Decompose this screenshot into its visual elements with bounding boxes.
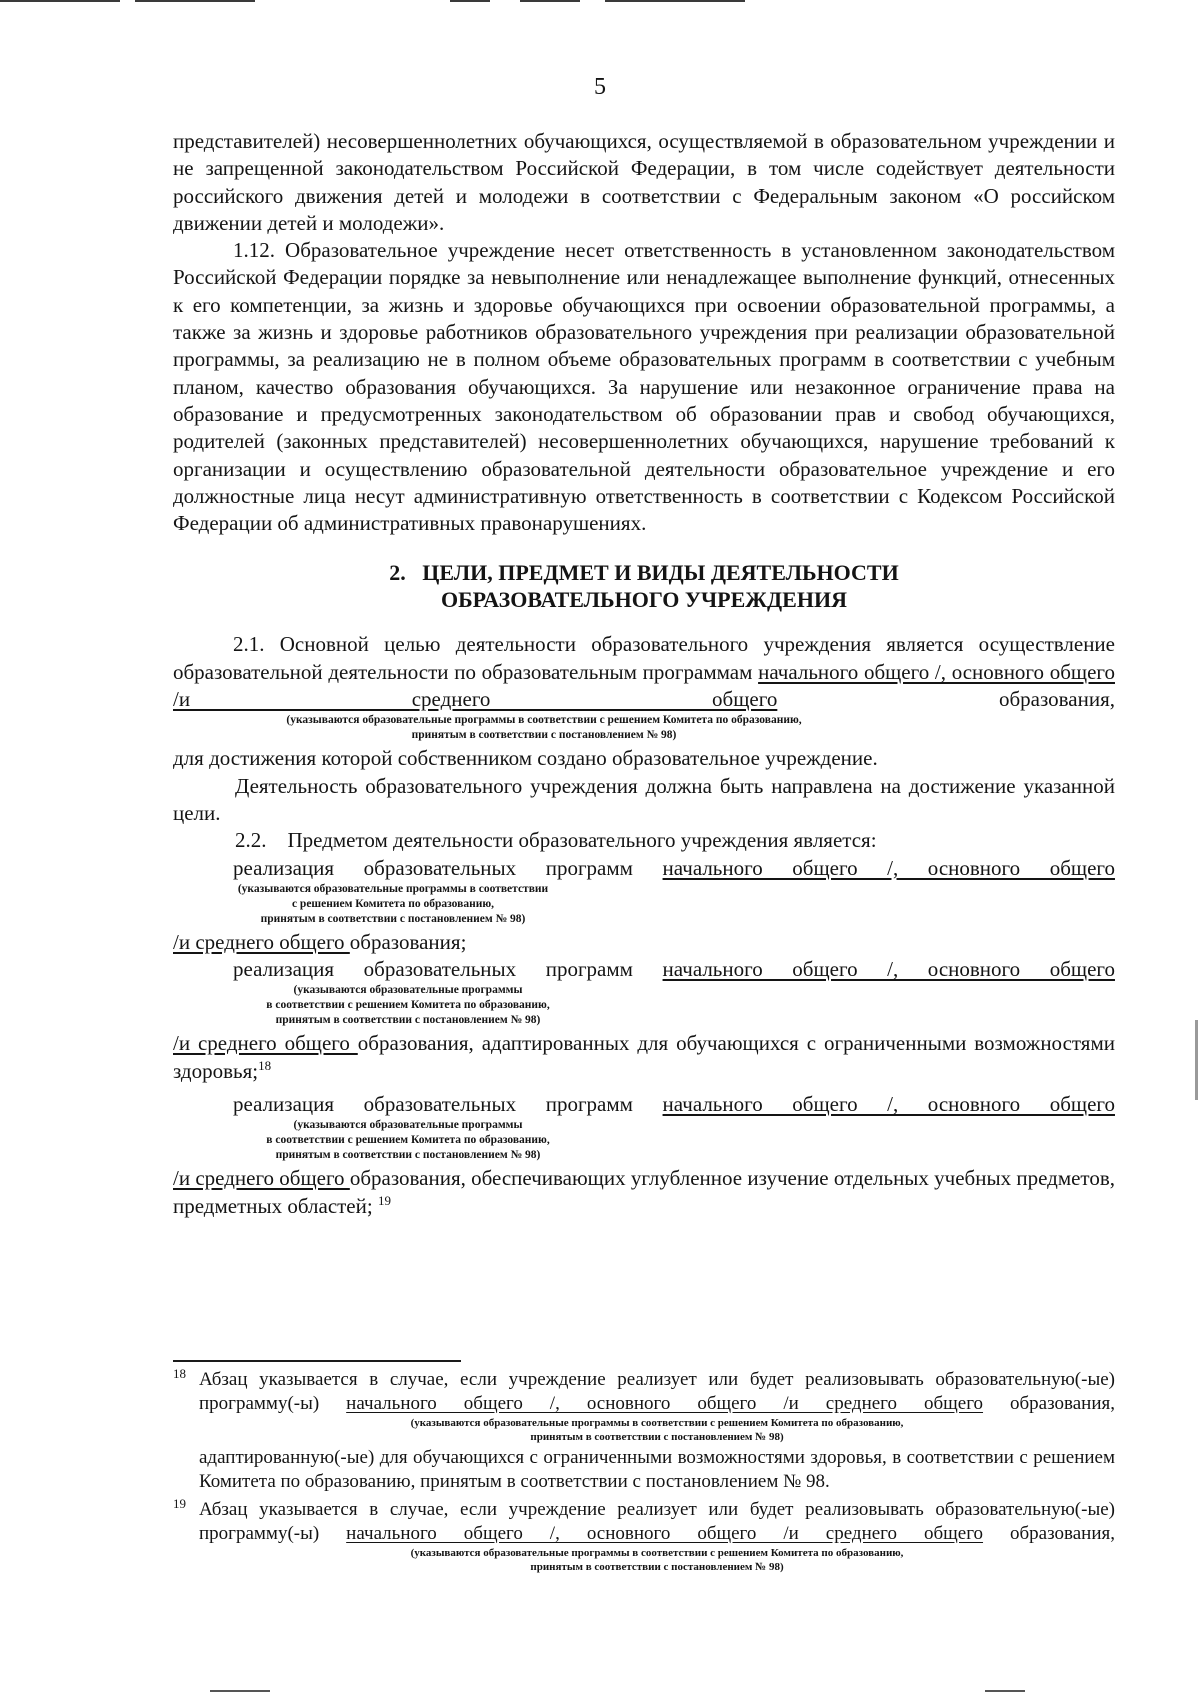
- footnote-18-tail: адаптированную(-ые) для обучающихся с ограниченными возможностями здоровья, в соответствии с решением Комитета по образованию, принятым в соответствии с постановлением № 98.: [199, 1447, 1115, 1492]
- note-4-line-a: (указываются образовательные программы: [293, 1119, 523, 1132]
- note-programs-3: [173, 983, 643, 1028]
- item-2-secondary: /и среднего общего: [173, 1031, 358, 1056]
- item-3-programs: начального общего /, основного общего: [662, 1092, 1115, 1117]
- footnote-19-start: Абзац указывается в случае, если учреждение реализует или будет реализовывать образовательную(-ые) программу(-ы): [199, 1499, 1115, 1544]
- item-1-programs: начального общего /, основного общего: [662, 855, 1115, 880]
- footnote-18-note: [199, 1416, 1115, 1444]
- footnote-18-text: [199, 1368, 1115, 1416]
- section-heading-line-2: ОБРАЗОВАТЕЛЬНОГО УЧРЕЖДЕНИЯ: [441, 587, 847, 613]
- footnote-18: [173, 1368, 1115, 1494]
- item-1-continued: [173, 929, 1115, 956]
- note-programs-4: [173, 1118, 643, 1163]
- note-programs-1-line-a: (указываются образовательные программы в соответствии с решением Комитета по образованию,: [286, 714, 802, 727]
- paragraph-2-1: [173, 631, 1115, 713]
- item-1-end: образования;: [349, 929, 467, 954]
- paragraph-2-1-start: 2.1. Основной целью деятельности образовательного учреждения является осуществление образовательной деятельности по образовательным программам: [173, 632, 1115, 684]
- footnote-19-note: [199, 1546, 1115, 1574]
- item-implementation-3: [173, 1091, 1115, 1118]
- scan-side-edge: [1195, 1020, 1198, 1100]
- item-2-continued: [173, 1030, 1115, 1085]
- item-1-prefix: реализация образовательных программ: [233, 855, 663, 880]
- paragraph-2-1-direction: Деятельность образовательного учреждения должна быть направлена на достижение указанной цели.: [173, 773, 1115, 825]
- item-3-secondary: /и среднего общего: [173, 1166, 350, 1191]
- section-heading: [173, 559, 1115, 613]
- paragraph-2-1-programs: начального общего /, основного общего /и среднего общего: [173, 659, 1115, 712]
- item-2-end: образования, адаптированных для обучающихся с ограниченными возможностями здоровья;: [173, 1031, 1115, 1083]
- note-4-line-b: в соответствии с решением Комитета по образованию,: [266, 1134, 550, 1147]
- footnotes: [173, 1368, 1115, 1576]
- footnote-ref-18[interactable]: 18: [258, 1057, 272, 1073]
- note-2-line-c: принятым в соответствии с постановлением № 98): [260, 912, 526, 925]
- footnote-ref-19[interactable]: 19: [377, 1192, 391, 1208]
- note-3-line-a: (указываются образовательные программы: [293, 984, 523, 997]
- note-3-line-b: в соответствии с решением Комитета по образованию,: [266, 999, 550, 1012]
- note-2-line-b: с решением Комитета по образованию,: [291, 897, 495, 910]
- paragraph-2-1-continued: для достижения которой собственником создано образовательное учреждение.: [173, 746, 878, 771]
- footnote-19: [173, 1498, 1115, 1574]
- footnote-18-mark: 18: [173, 1366, 186, 1381]
- item-implementation-2: [173, 956, 1115, 983]
- document-body: [173, 128, 1115, 1220]
- page-number: 5: [594, 74, 606, 100]
- item-2-prefix: реализация образовательных программ: [233, 957, 663, 982]
- paragraph-1-12: 1.12. Образовательное учреждение несет ответственность в установленном законодательством Российской Федерации порядке за невыполнение или ненадлежащее выполнение функций, отнесенных к его компетенции, за жизнь и здоровье обучающихся при освоении образовательной программы, а также за жизнь и здоровье работников образовательного учреждения при реализации образовательной программы, за реализацию не в полном объеме образовательных программ в соответствии с учебным планом, качество образования обучающихся. За нарушение или незаконное ограничение права на образование и предусмотренных законодательством об образовании прав и свобод обучающихся, родителей (законных представителей) несовершеннолетних обучающихся, нарушение требований к организации и осуществлению образовательной деятельности образовательное учреждение и его должностные лица несут административную ответственность в соответствии с Кодексом Российской Федерации об административных правонарушениях.: [173, 238, 1115, 536]
- note-4-line-c: принятым в соответствии с постановлением № 98): [275, 1149, 541, 1162]
- item-3-prefix: реализация образовательных программ: [233, 1092, 663, 1117]
- item-3-continued: [173, 1165, 1115, 1220]
- paragraph-representatives: представителей) несовершеннолетних обучающихся, осуществляемой в образовательном учреждении и не запрещенной законодательством Российской Федерации, в том числе содействует деятельности российского движения детей и молодежи в соответствии с Федеральным законом «О российском движении детей и молодежи».: [173, 129, 1115, 235]
- footnote-18-note-a: (указываются образовательные программы в соответствии с решением Комитета по образованию,: [410, 1417, 904, 1429]
- item-3-end: образования, обеспечивающих углубленное изучение отдельных учебных предметов, предметных областей;: [173, 1166, 1115, 1218]
- footnote-18-start: Абзац указывается в случае, если учреждение реализует или будет реализовывать образовательную(-ые) программу(-ы): [199, 1369, 1115, 1414]
- note-programs-2: [173, 882, 613, 927]
- footnote-19-text: [199, 1498, 1115, 1546]
- footnote-19-note-b: принятым в соответствии с постановлением № 98): [530, 1561, 784, 1573]
- footnote-separator: [173, 1360, 461, 1362]
- note-programs-1: [173, 713, 915, 743]
- footnote-19-end: образования,: [983, 1523, 1115, 1544]
- footnote-18-end: образования,: [983, 1393, 1115, 1414]
- footnote-18-programs: начального общего /, основного общего /и среднего общего: [346, 1393, 984, 1414]
- item-1-secondary: /и среднего общего: [173, 929, 350, 954]
- note-programs-1-line-b: принятым в соответствии с постановлением № 98): [411, 729, 677, 742]
- item-2-programs: начального общего /, основного общего: [662, 957, 1115, 982]
- scan-top-edge: [0, 0, 1200, 6]
- paragraph-2-2: 2.2. Предметом деятельности образовательного учреждения является:: [235, 828, 877, 853]
- footnote-19-mark: 19: [173, 1496, 186, 1511]
- note-2-line-a: (указываются образовательные программы в соответствии: [237, 882, 549, 895]
- footnote-18-note-b: принятым в соответствии с постановлением № 98): [530, 1431, 784, 1443]
- paragraph-2-1-end: образования,: [777, 687, 1115, 712]
- item-implementation-1: [173, 855, 1115, 882]
- footnote-19-programs: начального общего /, основного общего /и среднего общего: [346, 1523, 984, 1544]
- scan-bottom-edge: [0, 1688, 1200, 1694]
- footnote-19-note-a: (указываются образовательные программы в соответствии с решением Комитета по образованию,: [410, 1547, 904, 1559]
- note-3-line-c: принятым в соответствии с постановлением № 98): [275, 1014, 541, 1027]
- section-heading-line-1: 2. ЦЕЛИ, ПРЕДМЕТ И ВИДЫ ДЕЯТЕЛЬНОСТИ: [389, 560, 899, 586]
